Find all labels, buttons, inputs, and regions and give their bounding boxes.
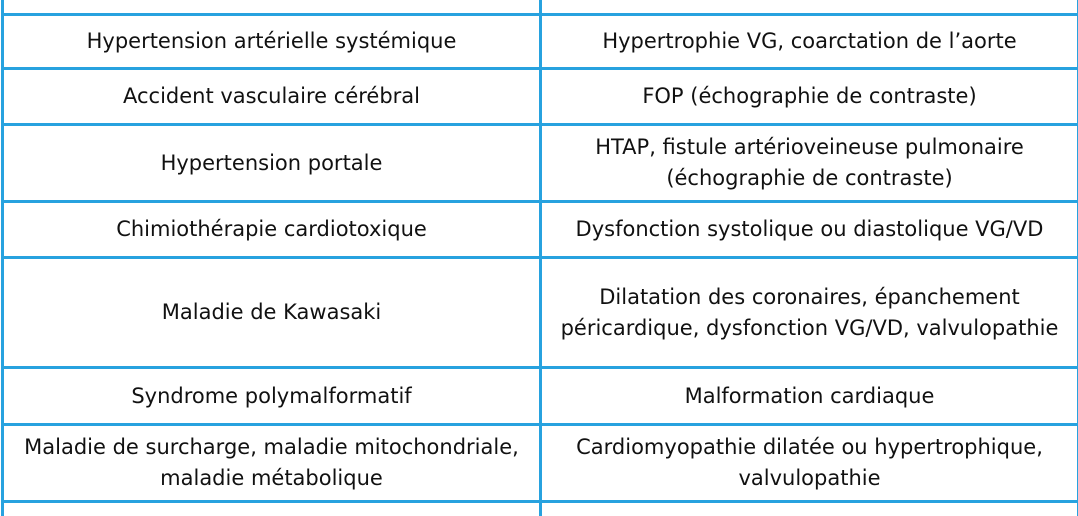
table-row xyxy=(3,368,1078,425)
table-cell-empty xyxy=(541,502,1078,516)
table-cell-empty xyxy=(541,0,1078,15)
condition-cell: Accident vasculaire cérébral xyxy=(3,69,541,125)
condition-cell: Chimiothérapie cardiotoxique xyxy=(3,202,541,258)
table-row-partial-top xyxy=(3,0,1078,15)
cardiac-finding-cell: FOP (échographie de contraste) xyxy=(541,69,1078,125)
cardiac-finding-cell: Dilatation des coronaires, épanchement péricardique, dysfonction VG/VD, valvulopathie xyxy=(541,258,1078,368)
condition-cell: Maladie de Kawasaki xyxy=(3,258,541,368)
indications-table xyxy=(1,0,1078,516)
condition-cell: Hypertension artérielle systémique xyxy=(3,15,541,69)
condition-cell: Maladie de surcharge, maladie mitochondriale, maladie métabolique xyxy=(3,425,541,502)
table-row xyxy=(3,202,1078,258)
cardiac-finding-cell: Malformation cardiaque xyxy=(541,368,1078,425)
table-cell-empty xyxy=(3,502,541,516)
table-row xyxy=(3,69,1078,125)
cardiac-finding-cell: HTAP, fistule artérioveineuse pulmonaire (échographie de contraste) xyxy=(541,125,1078,202)
table-row xyxy=(3,425,1078,502)
table-row-partial-bottom xyxy=(3,502,1078,516)
table-row xyxy=(3,15,1078,69)
table-row xyxy=(3,258,1078,368)
table-row xyxy=(3,125,1078,202)
cardiac-finding-cell: Cardiomyopathie dilatée ou hypertrophique, valvulopathie xyxy=(541,425,1078,502)
table-cell-empty xyxy=(3,0,541,15)
cardiac-finding-cell: Dysfonction systolique ou diastolique VG/VD xyxy=(541,202,1078,258)
condition-cell: Hypertension portale xyxy=(3,125,541,202)
condition-cell: Syndrome polymalformatif xyxy=(3,368,541,425)
cardiac-finding-cell: Hypertrophie VG, coarctation de l’aorte xyxy=(541,15,1078,69)
